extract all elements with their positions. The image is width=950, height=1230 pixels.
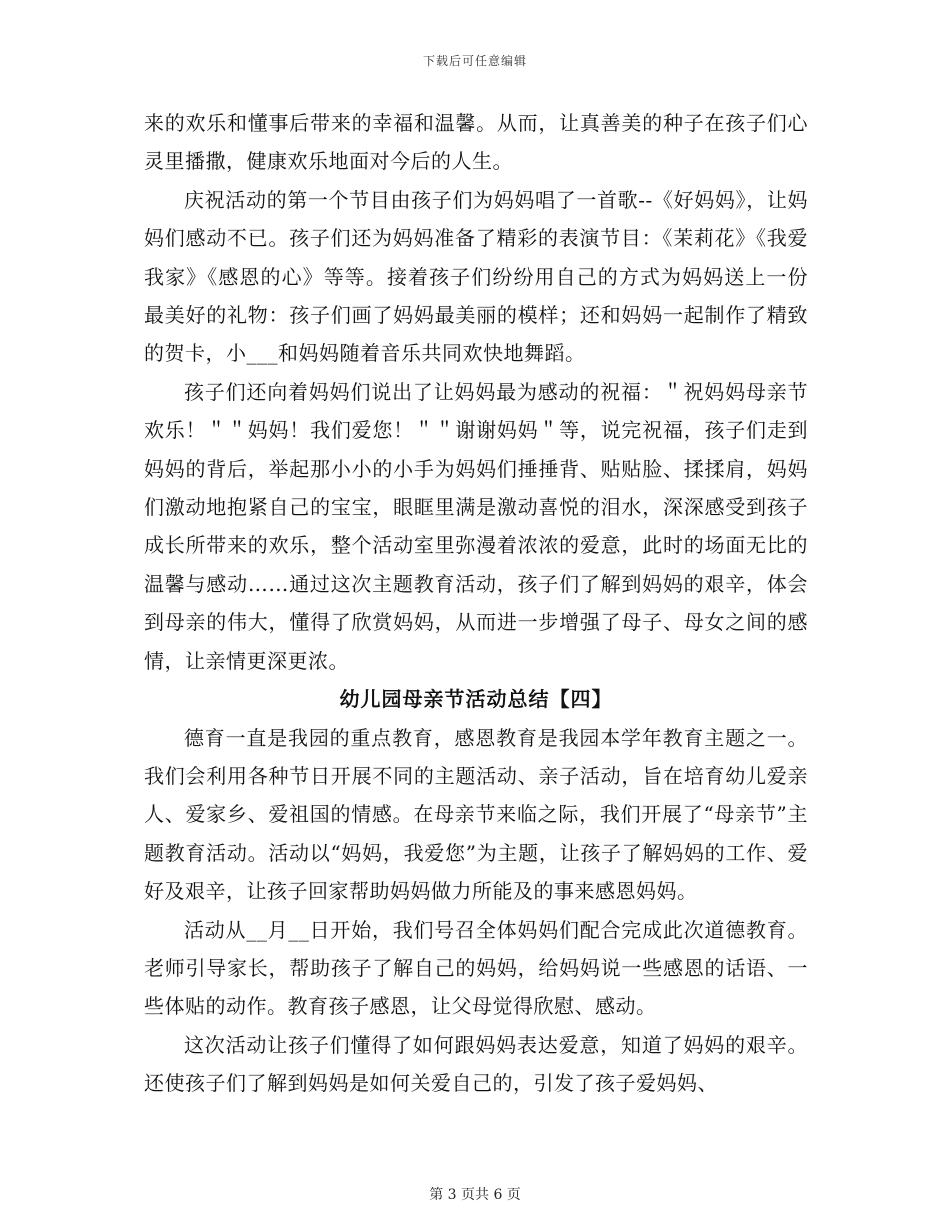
- paragraph-continuation: 来的欢乐和懂事后带来的幸福和温馨。从而，让真善美的种子在孩子们心灵里播撒，健康欢乐地面对今后的人生。: [144, 111, 808, 174]
- paragraph-celebration: 庆祝活动的第一个节目由孩子们为妈妈唱了一首歌--《好妈妈》，让妈妈们感动不已。孩子们还为妈妈准备了精彩的表演节目：《茉莉花》《我爱我家》《感恩的心》等等。接着孩子们纷纷用自己的方式为妈妈送上一份最美好的礼物：孩子们画了妈妈最美丽的模样；还和妈妈一起制作了精致的贺卡，小___和妈妈随着音乐共同欢快地舞蹈。: [144, 187, 808, 366]
- document-body: [144, 104, 808, 1103]
- page-number: 第 3 页共 6 页: [429, 1187, 521, 1203]
- page-header: 下载后可任意编辑: [422, 54, 527, 68]
- paragraph-moral-education: 德育一直是我园的重点教育，感恩教育是我园本学年教育主题之一。我们会利用各种节日开展不同的主题活动、亲子活动，旨在培育幼儿爱亲人、爱家乡、爱祖国的情感。在母亲节来临之际，我们开展了“母亲节”主题教育活动。活动以“妈妈，我爱您”为主题，让孩子了解妈妈的工作、爱好及艰辛，让孩子回家帮助妈妈做力所能及的事来感恩妈妈。: [144, 725, 808, 904]
- paragraph-activity-result: 这次活动让孩子们懂得了如何跟妈妈表达爱意，知道了妈妈的艰辛。还使孩子们了解到妈妈是如何关爱自己的，引发了孩子爱妈妈、: [144, 1032, 808, 1096]
- section-title: 幼儿园母亲节活动总结【四】: [339, 687, 613, 712]
- paragraph-blessings: 孩子们还向着妈妈们说出了让妈妈最为感动的祝福：＂祝妈妈母亲节欢乐！＂＂妈妈！我们爱您！＂＂谢谢妈妈＂等，说完祝福，孩子们走到妈妈的背后，举起那小小的小手为妈妈们捶捶背、贴贴脸、揉揉肩，妈妈们激动地抱紧自己的宝宝，眼眶里满是激动喜悦的泪水，深深感受到孩子成长所带来的欢乐，整个活动室里弥漫着浓浓的爱意，此时的场面无比的温馨与感动……通过这次主题教育活动，孩子们了解到妈妈的艰辛，体会到母亲的伟大，懂得了欣赏妈妈，从而进一步增强了母子、母女之间的感情，让亲情更深更浓。: [144, 379, 808, 673]
- paragraph-activity-start: 活动从__月__日开始，我们号召全体妈妈们配合完成此次道德教育。老师引导家长，帮助孩子了解自己的妈妈，给妈妈说一些感恩的话语、一些体贴的动作。教育孩子感恩，让父母觉得欣慰、感动。: [144, 917, 808, 1019]
